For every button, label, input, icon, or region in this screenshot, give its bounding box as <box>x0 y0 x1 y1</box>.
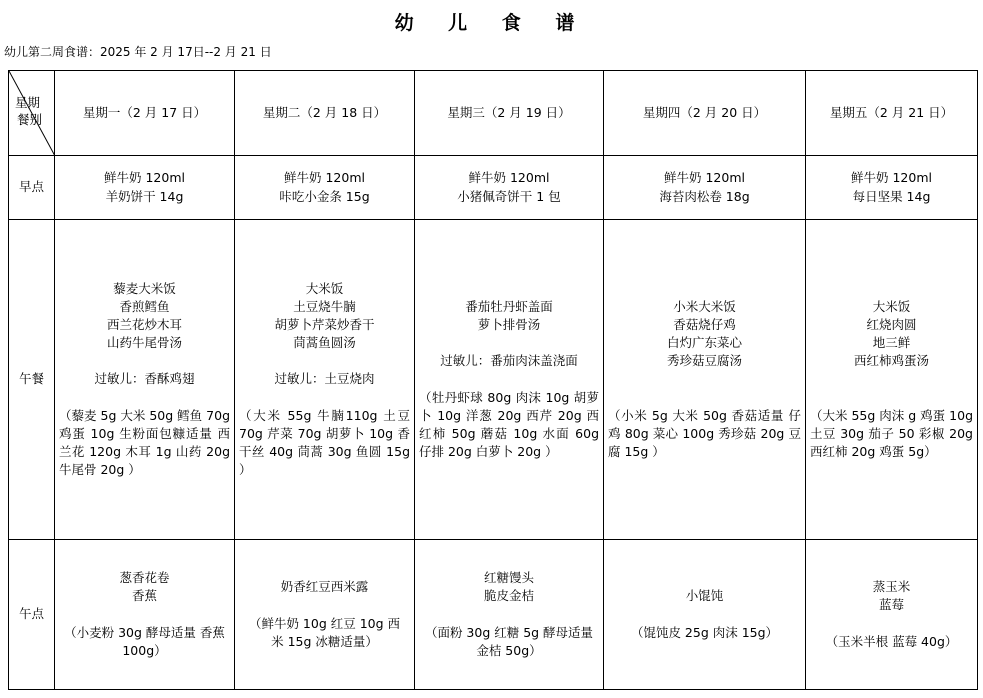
day-header: 星期三（2 月 19 日） <box>415 71 604 156</box>
lunch-allergy-option: 过敏儿：土豆烧肉 <box>274 371 375 387</box>
snack-dishes: 奶香红豆西米露 <box>280 579 369 595</box>
header-row <box>9 71 978 156</box>
meal-label-lunch: 午餐 <box>9 220 55 540</box>
breakfast-cell: 鲜牛奶 120ml 每日坚果 14g <box>806 156 978 220</box>
page-title: 幼 儿 食 谱 <box>394 12 589 34</box>
lunch-ingredients: （小米 5g 大米 50g 香菇适量 仔鸡 80g 菜心 100g 秀珍菇 20g 豆腐 15g ） <box>608 407 801 459</box>
snack-cell <box>604 540 806 690</box>
snack-ingredients: （玉米半根 蓝莓 40g） <box>825 633 958 649</box>
lunch-dishes: 小米大米饭 香菇烧仔鸡 白灼广东菜心 秀珍菇豆腐汤 <box>666 298 742 369</box>
day-header: 星期一（2 月 17 日） <box>55 71 235 156</box>
lunch-cell <box>235 220 415 540</box>
corner-meal-label: 餐别 <box>17 112 43 127</box>
breakfast-row <box>9 156 978 220</box>
lunch-allergy-option: 过敏儿：香酥鸡翅 <box>94 371 195 387</box>
snack-ingredients: （小麦粉 30g 酵母适量 香蕉 100g） <box>64 624 225 658</box>
breakfast-cell: 鲜牛奶 120ml 海苔肉松卷 18g <box>604 156 806 220</box>
day-header: 星期五（2 月 21 日） <box>806 71 978 156</box>
snack-dishes: 葱香花卷 香蕉 <box>119 570 170 604</box>
snack-row <box>9 540 978 690</box>
corner-weekday-label: 星期 <box>15 95 41 110</box>
snack-cell <box>235 540 415 690</box>
lunch-ingredients: （牡丹虾球 80g 肉沫 10g 胡萝卜 10g 洋葱 20g 西芹 20g 西红柿 50g 蘑菇 10g 水面 60g 仔排 20g 白萝卜 20g ） <box>419 389 599 459</box>
snack-ingredients: （面粉 30g 红糖 5g 酵母适量 金桔 50g） <box>424 624 594 658</box>
lunch-ingredients: （藜麦 5g 大米 50g 鳕鱼 70g 鸡蛋 10g 生粉面包糠适量 西兰花 120g 木耳 1g 山药 20g 牛尾骨 20g ） <box>59 407 230 478</box>
lunch-dishes: 大米饭 红烧肉圆 地三鲜 西红柿鸡蛋汤 <box>853 298 929 369</box>
lunch-cell <box>806 220 978 540</box>
lunch-dishes: 大米饭 土豆烧牛腩 胡萝卜芹菜炒香干 茼蒿鱼圆汤 <box>274 280 375 351</box>
lunch-row <box>9 220 978 540</box>
lunch-ingredients: （大米 55g 牛腩110g 土豆 70g 芹菜 70g 胡萝卜 10g 香干丝 40g 茼蒿 30g 鱼圆 15g ） <box>239 407 410 478</box>
lunch-dishes: 番茄牡丹虾盖面 萝卜排骨汤 <box>465 298 553 333</box>
lunch-dishes: 藜麦大米饭 香煎鳕鱼 西兰花炒木耳 山药牛尾骨汤 <box>106 280 182 351</box>
weekly-menu-table <box>8 70 978 690</box>
day-header: 星期四（2 月 20 日） <box>604 71 806 156</box>
breakfast-cell: 鲜牛奶 120ml 小猪佩奇饼干 1 包 <box>415 156 604 220</box>
breakfast-cell: 鲜牛奶 120ml 咔吃小金条 15g <box>235 156 415 220</box>
menu-period: 幼儿第二周食谱：2025 年 2 月 17日--2 月 21 日 <box>4 45 272 59</box>
snack-ingredients: （馄饨皮 25g 肉沫 15g） <box>630 624 779 640</box>
breakfast-cell: 鲜牛奶 120ml 羊奶饼干 14g <box>55 156 235 220</box>
snack-ingredients: （鲜牛奶 10g 红豆 10g 西米 15g 冰糖适量） <box>248 615 401 649</box>
meal-label-snack: 午点 <box>9 540 55 690</box>
corner-cell <box>9 71 55 156</box>
lunch-ingredients: （大米 55g 肉沫 g 鸡蛋 10g 土豆 30g 茄子 50 彩椒 20g 西红柿 20g 鸡蛋 5g） <box>810 407 973 459</box>
lunch-cell <box>604 220 806 540</box>
snack-cell <box>415 540 604 690</box>
snack-dishes: 蒸玉米 蓝莓 <box>872 579 911 613</box>
lunch-allergy-option: 过敏儿：番茄肉沫盖浇面 <box>440 353 578 369</box>
day-header: 星期二（2 月 18 日） <box>235 71 415 156</box>
meal-label-breakfast: 早点 <box>9 156 55 220</box>
lunch-cell <box>415 220 604 540</box>
snack-cell <box>806 540 978 690</box>
snack-dishes: 红糖馒头 脆皮金桔 <box>483 570 534 604</box>
snack-cell <box>55 540 235 690</box>
lunch-cell <box>55 220 235 540</box>
snack-dishes: 小馄饨 <box>685 588 724 604</box>
